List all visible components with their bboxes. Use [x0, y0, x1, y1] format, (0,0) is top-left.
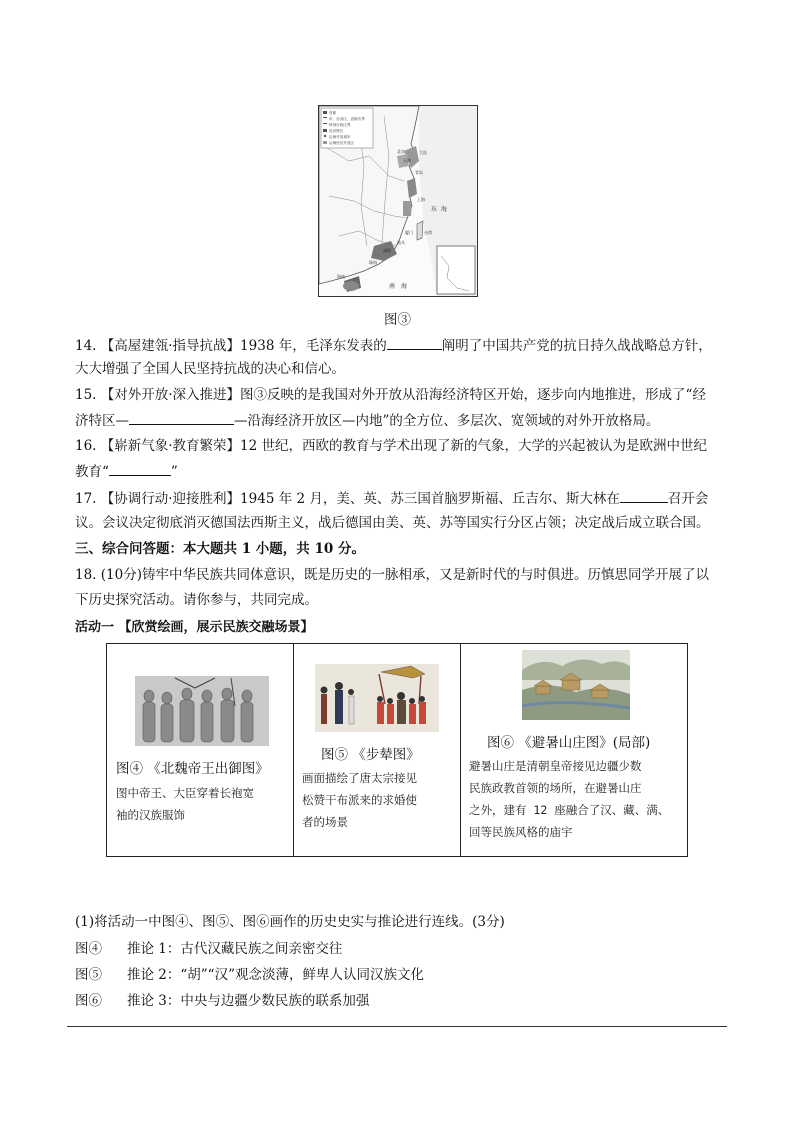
map-legend-1: 市、自治区、直辖市界	[329, 117, 365, 121]
figure4-desc-line1: 图中帝王、大臣穿着长袍宽	[116, 786, 254, 800]
map-label-zhuhai: 珠海	[369, 260, 377, 265]
q14-blank[interactable]	[387, 335, 442, 350]
q16-text-a: 教育“	[75, 464, 109, 480]
q14-line1	[75, 335, 725, 356]
figure5-desc-line1: 画面描绘了唐太宗接见	[302, 771, 417, 785]
figure6-summer-resort-image	[522, 650, 630, 720]
map-label-hai-1: 海	[441, 206, 448, 213]
activity1-table	[106, 643, 688, 857]
figure6-title: 图⑥ 《避暑山庄图》(局部)	[487, 735, 651, 751]
q16-line2	[75, 461, 725, 482]
map-label-shantou: 汕头	[397, 240, 405, 245]
map-label-xiamen: 厦门	[405, 230, 413, 235]
q15-line1: 15. 【对外开放·深入推进】图③反映的是我国对外开放从沿海经济特区开始，逐步向内地推进，形成了“经	[75, 387, 706, 403]
figure4-cell	[107, 644, 294, 857]
map-label-hainan: 海南	[337, 274, 345, 279]
figure5-painting	[315, 664, 439, 732]
q17-line2: 议。会议决定彻底消灭德国法西斯主义，战后德国由美、英、苏等国实行分区占领；决定战后成立联合国。	[75, 515, 710, 531]
q17-text-b: 召开会	[667, 491, 709, 507]
map-label-dong: 东	[431, 206, 438, 213]
q16-line1: 16. 【崭新气象·教育繁荣】12 世纪，西欧的教育与学术出现了新的气象，大学的兴起被认为是欧洲中世纪	[75, 438, 708, 454]
map-legend-4: 沿海开放城市	[329, 135, 351, 139]
figure5-description	[302, 767, 417, 833]
figure5-desc-line3: 者的场景	[302, 815, 348, 829]
figure6-desc-line4: 回等民族风格的庙宇	[469, 825, 573, 839]
figure5-title: 图⑤ 《步辇图》	[321, 747, 420, 763]
sub1-row-2	[75, 965, 725, 985]
q16-text-b: ”	[170, 464, 178, 480]
figure4-desc-line2: 袖的汉族服饰	[116, 808, 185, 822]
q15-line2	[75, 410, 725, 431]
activity1-heading: 活动一 【欣赏绘画，展示民族交融场景】	[75, 620, 314, 635]
map-label-beijing: 北京	[397, 149, 405, 154]
q17-blank[interactable]	[620, 488, 668, 503]
map-label-tianjin: 天津	[403, 158, 411, 163]
figure6-painting	[522, 650, 630, 720]
q15-text-b: —沿海经济开放区—内地”的全方位、多层次、宽领域的对外开放格局。	[234, 413, 660, 429]
footer-divider	[67, 1026, 727, 1027]
map-legend-0: 首都	[329, 111, 337, 115]
sub1-row-3-fig[interactable]: 图⑥	[75, 993, 102, 1009]
map-legend-3: 经济特区	[329, 129, 344, 133]
figure6-desc-line2: 民族政教首领的场所，在避暑山庄	[469, 781, 642, 795]
sub1-row-3-text[interactable]: 推论 3：中央与边疆少数民族的联系加强	[127, 993, 370, 1009]
sub1-row-1-text[interactable]: 推论 1：古代汉藏民族之间亲密交往	[127, 941, 343, 957]
sub1-row-3	[75, 991, 725, 1011]
map-label-shenzhen: 深圳	[383, 248, 391, 253]
section-3-heading: 三、综合问答题：本大题共 1 小题，共 10 分。	[75, 541, 365, 557]
q16-blank[interactable]	[109, 461, 171, 476]
q14-text-a: 14. 【高屋建瓴·指导抗战】1938 年，毛泽东发表的	[75, 338, 387, 354]
map-legend-5: 沿海经济开放区	[329, 141, 355, 145]
map-label-qingdao: 青岛	[415, 170, 423, 175]
figure4-title: 图④ 《北魏帝王出御图》	[116, 761, 269, 777]
map-label-shanghai: 上海	[417, 197, 425, 202]
q15-text-a: 济特区—	[75, 413, 129, 429]
q15-blank[interactable]	[129, 410, 234, 425]
q17-text-a: 17. 【协调行动·迎接胜利】1945 年 2 月，美、英、苏三国首脑罗斯福、丘吉尔、斯大林在	[75, 491, 620, 507]
sub1-row-2-text[interactable]: 推论 2：“胡”“汉”观念淡薄，鲜卑人认同汉族文化	[127, 967, 424, 983]
china-open-door-map	[318, 105, 478, 297]
q18-line1: 18. (10分)铸牢中华民族共同体意识，既是历史的一脉相承，又是新时代的与时俱进。历慎思同学开展了以	[75, 567, 709, 583]
map-drawing	[319, 106, 477, 296]
figure4-painting	[135, 676, 269, 746]
map-label-taiwan: 台湾	[424, 230, 432, 235]
q14-line2: 大大增强了全国人民坚持抗战的决心和信心。	[75, 361, 345, 377]
figure6-cell	[461, 644, 688, 857]
sub1-prompt: (1)将活动一中图④、图⑤、图⑥画作的历史史实与推论进行连线。(3分)	[75, 914, 505, 930]
map-caption: 图③	[384, 312, 411, 328]
figure4-relief-image	[135, 676, 269, 746]
sub1-row-1-fig[interactable]: 图④	[75, 941, 102, 957]
figure6-desc-line1: 避暑山庄是清朝皇帝接见边疆少数	[469, 759, 642, 773]
sub1-row-2-fig[interactable]: 图⑤	[75, 967, 102, 983]
figure5-bunian-image	[315, 664, 439, 732]
sub1-row-1	[75, 939, 725, 959]
figure6-desc-line3: 之外，建有 12 座融合了汉、藏、满、	[469, 803, 670, 817]
figure4-description	[116, 782, 254, 826]
q18-line2: 下历史探究活动。请你参与，共同完成。	[75, 592, 318, 608]
q17-line1	[75, 488, 725, 509]
map-label-dalian: 大连	[419, 150, 427, 155]
map-label-hai-2: 海	[401, 283, 408, 290]
q14-text-b: 阐明了中国共产党的抗日持久战战略总方针，	[441, 338, 712, 354]
map-legend-2: 特别行政区界	[329, 123, 351, 127]
figure6-description	[469, 755, 669, 843]
map-label-nan: 南	[389, 283, 396, 290]
figure5-desc-line2: 松赞干布派来的求婚使	[302, 793, 417, 807]
figure5-cell	[294, 644, 461, 857]
